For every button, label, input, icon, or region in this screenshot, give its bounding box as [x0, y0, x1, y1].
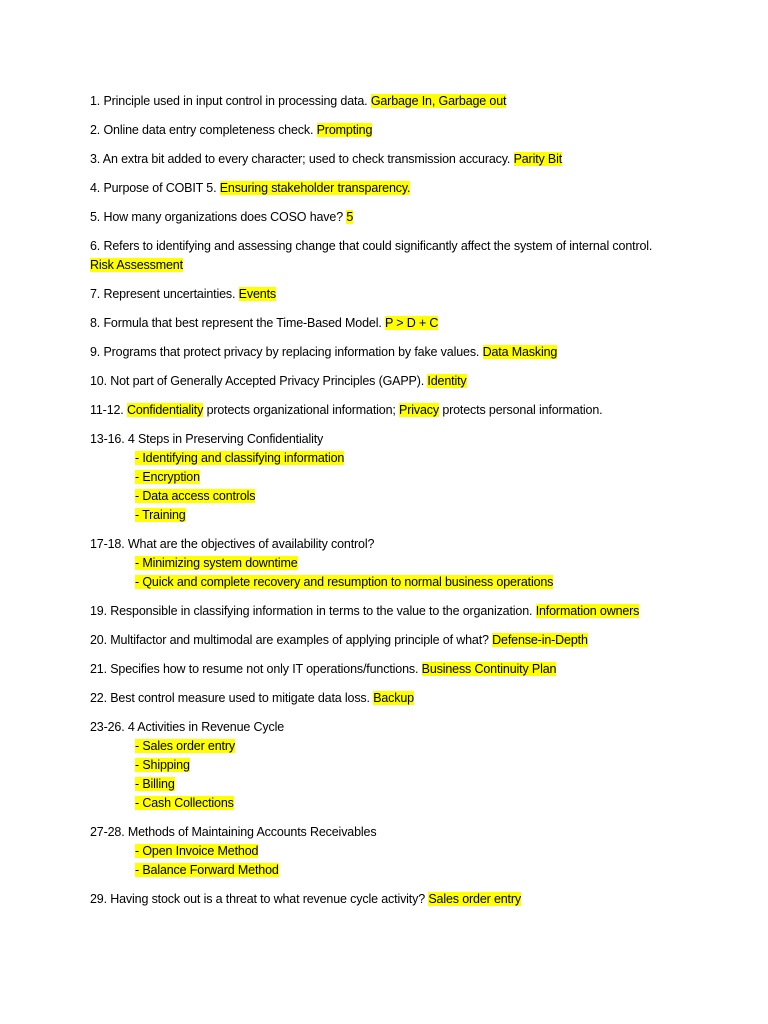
highlighted-answer: - Billing — [135, 777, 175, 791]
list-item — [90, 121, 730, 140]
highlighted-answer: Defense-in-Depth — [492, 633, 588, 647]
sub-item — [90, 506, 730, 525]
question-text: 22. Best control measure used to mitigate data loss. — [90, 691, 370, 705]
list-item — [90, 689, 730, 708]
highlighted-answer: Garbage In, Garbage out — [370, 94, 507, 108]
sub-item — [90, 794, 730, 813]
question-text: 17-18. What are the objectives of availability control? — [90, 537, 375, 551]
question-text: 9. Programs that protect privacy by replacing information by fake values. — [90, 345, 480, 359]
list-item — [90, 602, 730, 621]
question-text: 21. Specifies how to resume not only IT operations/functions. — [90, 662, 419, 676]
question-text: 6. Refers to identifying and assessing change that could significantly affect the system of internal control. — [90, 239, 653, 253]
list-item — [90, 890, 730, 909]
question-text: 5. How many organizations does COSO have? — [90, 210, 344, 224]
question-text: protects organizational information; — [206, 403, 396, 417]
quiz-answer-list — [90, 92, 730, 919]
highlighted-answer: - Quick and complete recovery and resumption to normal business operations — [135, 575, 554, 589]
list-item — [90, 372, 730, 391]
list-item — [90, 343, 730, 362]
list-item — [90, 535, 730, 592]
question-text: 8. Formula that best represent the Time-Based Model. — [90, 316, 382, 330]
list-item — [90, 314, 730, 333]
list-item — [90, 150, 730, 169]
highlighted-answer: Sales order entry — [428, 892, 521, 906]
question-text: 10. Not part of Generally Accepted Privacy Principles (GAPP). — [90, 374, 425, 388]
highlighted-answer: - Open Invoice Method — [135, 844, 259, 858]
list-item — [90, 285, 730, 304]
question-text: 20. Multifactor and multimodal are examples of applying principle of what? — [90, 633, 489, 647]
question-text: 3. An extra bit added to every character; used to check transmission accuracy. — [90, 152, 511, 166]
question-text: 1. Principle used in input control in processing data. — [90, 94, 368, 108]
highlighted-answer: Parity Bit — [513, 152, 563, 166]
sub-item — [90, 861, 730, 880]
sub-item — [90, 573, 730, 592]
sub-item — [90, 775, 730, 794]
highlighted-answer: - Sales order entry — [135, 739, 235, 753]
question-text: 2. Online data entry completeness check. — [90, 123, 314, 137]
highlighted-answer: Confidentiality — [126, 403, 204, 417]
list-item — [90, 237, 730, 275]
question-text: protects personal information. — [442, 403, 603, 417]
question-text: 4. Purpose of COBIT 5. — [90, 181, 217, 195]
question-text: 19. Responsible in classifying information in terms to the value to the organization. — [90, 604, 533, 618]
highlighted-answer: 5 — [346, 210, 354, 224]
list-item — [90, 92, 730, 111]
question-text: 13-16. 4 Steps in Preserving Confidentiality — [90, 432, 324, 446]
question-text: 27-28. Methods of Maintaining Accounts Receivables — [90, 825, 377, 839]
sub-item — [90, 737, 730, 756]
question-text: 7. Represent uncertainties. — [90, 287, 236, 301]
list-item — [90, 401, 730, 420]
question-text: 11-12. — [90, 403, 124, 417]
sub-item — [90, 487, 730, 506]
highlighted-answer: - Cash Collections — [135, 796, 234, 810]
sub-item — [90, 842, 730, 861]
sub-item — [90, 468, 730, 487]
list-item — [90, 430, 730, 525]
list-item — [90, 631, 730, 650]
highlighted-answer: - Identifying and classifying information — [135, 451, 345, 465]
highlighted-answer: Prompting — [316, 123, 373, 137]
list-item — [90, 823, 730, 880]
highlighted-answer: - Training — [135, 508, 186, 522]
highlighted-answer: Identity — [427, 374, 467, 388]
highlighted-answer: Information owners — [535, 604, 640, 618]
sub-item — [90, 554, 730, 573]
highlighted-answer: Events — [238, 287, 276, 301]
highlighted-answer: Ensuring stakeholder transparency. — [219, 181, 411, 195]
highlighted-answer: P > D + C — [384, 316, 439, 330]
list-item — [90, 179, 730, 198]
list-item — [90, 718, 730, 813]
highlighted-answer: Risk Assessment — [90, 258, 183, 272]
sub-item — [90, 756, 730, 775]
highlighted-answer: Backup — [373, 691, 414, 705]
highlighted-answer: Privacy — [399, 403, 439, 417]
list-item — [90, 660, 730, 679]
highlighted-answer: - Minimizing system downtime — [135, 556, 298, 570]
highlighted-answer: Data Masking — [482, 345, 558, 359]
highlighted-answer: Business Continuity Plan — [421, 662, 557, 676]
highlighted-answer: - Encryption — [135, 470, 200, 484]
highlighted-answer: - Balance Forward Method — [135, 863, 279, 877]
sub-item — [90, 449, 730, 468]
highlighted-answer: - Data access controls — [135, 489, 256, 503]
question-text: 23-26. 4 Activities in Revenue Cycle — [90, 720, 285, 734]
highlighted-answer: - Shipping — [135, 758, 190, 772]
list-item — [90, 208, 730, 227]
question-text: 29. Having stock out is a threat to what revenue cycle activity? — [90, 892, 426, 906]
